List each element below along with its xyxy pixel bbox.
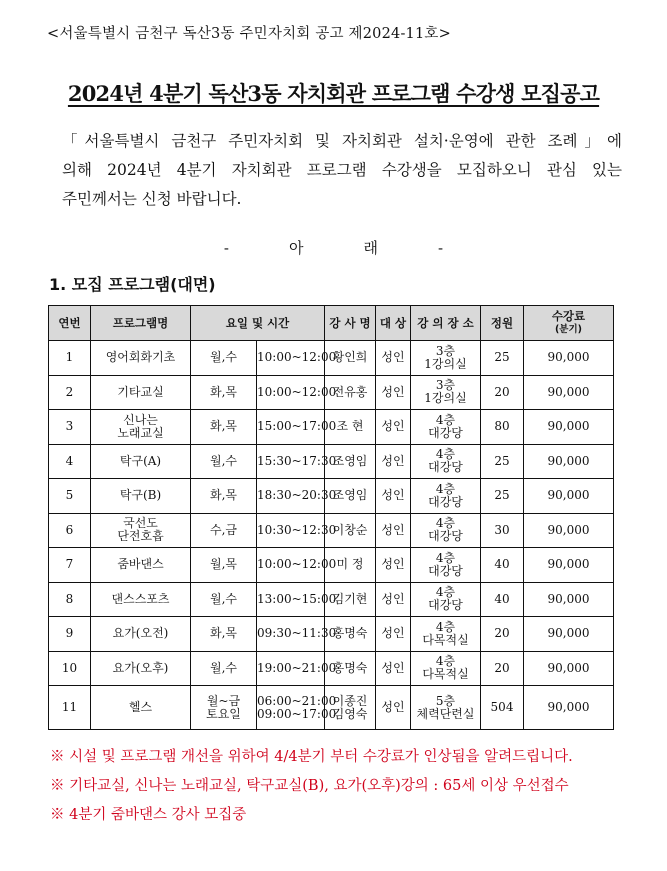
table-row [49,686,614,730]
cell-instructor [325,617,376,652]
cell-program [91,651,191,686]
cell-fee: 90,000 [524,444,614,479]
cell-no: 1 [49,341,91,376]
cell-fee: 90,000 [524,651,614,686]
cell-days-line: 월,수 [210,350,237,365]
header-instructor: 강 사 명 [325,306,376,341]
cell-instructor-line: 조영임 [332,453,368,468]
cell-program [91,617,191,652]
cell-target: 성인 [376,617,411,652]
cell-instructor [325,444,376,479]
intro-line: 의해 2024년 4분기 자치회관 프로그램 수강생을 모집하오니 관심 있는 [62,161,622,179]
cell-room-line: 1강의실 [424,391,467,406]
table-row [49,651,614,686]
cell-room-line: 1강의실 [424,356,467,371]
cell-room [411,651,481,686]
cell-room-line: 3층 [435,343,456,358]
cell-instructor-line: 김기현 [332,591,368,606]
cell-fee: 90,000 [524,686,614,730]
cell-days [191,341,257,376]
cell-room-line: 다목적실 [422,632,469,647]
cell-capacity: 504 [481,686,524,730]
cell-instructor-line: 전유홍 [332,384,368,399]
cell-capacity: 20 [481,617,524,652]
cell-program [91,341,191,376]
cell-room-line: 대강당 [428,529,463,544]
cell-program-line: 탁구(A) [119,453,162,468]
table-row [49,341,614,376]
header-fee-label: 수강료 [551,309,586,323]
cell-capacity: 30 [481,513,524,548]
table-row [49,548,614,583]
table-row [49,582,614,617]
cell-room-line: 대강당 [428,598,463,613]
cell-room-line: 4층 [435,447,456,462]
cell-time-line: 06:00~21:00 [257,693,337,708]
cell-program [91,686,191,730]
page-title-text: 2024년 4분기 독산3동 자치회관 프로그램 수강생 모집공고 [67,81,600,106]
cell-room-line: 4층 [435,619,456,634]
cell-target: 성인 [376,410,411,445]
header-capacity: 정원 [481,306,524,341]
cell-capacity: 40 [481,582,524,617]
cell-capacity: 25 [481,479,524,514]
header-program: 프로그램명 [91,306,191,341]
cell-days [191,479,257,514]
cell-program-line: 요가(오전) [112,626,169,641]
cell-program [91,444,191,479]
cell-days [191,617,257,652]
table-row [49,444,614,479]
cell-days-line: 월,목 [210,557,237,572]
cell-program [91,375,191,410]
cell-no: 6 [49,513,91,548]
cell-target: 성인 [376,375,411,410]
cell-no: 10 [49,651,91,686]
arae-char: 래 [363,239,378,257]
header-fee [524,306,614,341]
cell-capacity: 20 [481,651,524,686]
cell-instructor-line: 이종진 [332,693,368,708]
cell-target: 성인 [376,651,411,686]
cell-room [411,686,481,730]
cell-program [91,513,191,548]
cell-program-line: 신나는 [123,412,158,427]
arae-dash: - [223,239,229,257]
cell-time [257,651,337,686]
cell-days [191,375,257,410]
cell-days [191,582,257,617]
cell-program-line: 노래교실 [117,425,164,440]
cell-time [257,686,337,730]
cell-no: 4 [49,444,91,479]
cell-program-line: 줌바댄스 [117,557,164,572]
cell-room [411,513,481,548]
cell-no: 8 [49,582,91,617]
cell-fee: 90,000 [524,617,614,652]
cell-room-line: 4층 [435,550,456,565]
cell-days-line: 화,목 [210,419,237,434]
cell-program-line: 요가(오후) [112,660,169,675]
cell-time [257,617,337,652]
cell-room-line: 4층 [435,481,456,496]
cell-program-line: 댄스스포츠 [111,591,170,606]
table-row [49,410,614,445]
cell-target: 성인 [376,513,411,548]
cell-fee: 90,000 [524,410,614,445]
arae-char: 아 [289,239,304,257]
cell-no: 3 [49,410,91,445]
table-row [49,479,614,514]
cell-room [411,444,481,479]
cell-program-line: 헬스 [128,700,153,714]
cell-fee: 90,000 [524,341,614,376]
cell-time [257,375,337,410]
cell-instructor-line: 이창순 [332,522,368,537]
cell-days-line: 화,목 [210,626,237,641]
cell-program-line: 기타교실 [117,384,164,399]
cell-instructor [325,686,376,730]
cell-time [257,410,337,445]
cell-time-line: 10:00~12:00 [257,350,337,365]
table-header-row [49,306,614,341]
cell-room [411,479,481,514]
note-recruit: ※ 4분기 줌바댄스 강사 모집중 [50,807,247,823]
cell-room-line: 대강당 [428,563,463,578]
cell-no: 2 [49,375,91,410]
cell-time-line: 09:00~17:00 [257,706,337,721]
cell-fee: 90,000 [524,582,614,617]
cell-program [91,410,191,445]
note-fee-increase: ※ 시설 및 프로그램 개선을 위하여 4/4분기 부터 수강료가 인상됨을 알려드립니다. [50,749,573,765]
cell-room [411,341,481,376]
cell-capacity: 20 [481,375,524,410]
intro-line: 주민께서는 신청 바랍니다. [62,190,242,208]
cell-room-line: 다목적실 [422,667,469,682]
cell-time [257,582,337,617]
cell-room-line: 5층 [435,693,456,708]
cell-capacity: 40 [481,548,524,583]
cell-days-line: 토요일 [206,706,241,721]
cell-capacity: 25 [481,444,524,479]
cell-instructor-line: 조영임 [332,488,368,503]
cell-days [191,410,257,445]
cell-target: 성인 [376,444,411,479]
cell-target: 성인 [376,582,411,617]
notice-number: <서울특별시 금천구 독산3동 주민자치회 공고 제2024-11호> [47,26,451,42]
cell-time-line: 10:00~12:00 [257,557,337,572]
cell-instructor [325,341,376,376]
cell-fee: 90,000 [524,479,614,514]
cell-time-line: 18:30~20:30 [257,488,337,503]
cell-target: 성인 [376,548,411,583]
cell-instructor-line: 홍명숙 [332,626,368,641]
header-target: 대 상 [376,306,411,341]
section-title: 1. 모집 프로그램(대면) [49,275,216,294]
cell-days-line: 화,목 [210,488,237,503]
cell-instructor-line: 황인희 [332,350,368,365]
cell-time-line: 13:00~15:00 [257,591,337,606]
cell-room-line: 3층 [435,378,456,393]
cell-room [411,548,481,583]
header-room: 강 의 장 소 [411,306,481,341]
cell-time-line: 15:30~17:30 [257,453,337,468]
table-row [49,375,614,410]
cell-time-line: 10:30~12:30 [257,522,337,537]
cell-capacity: 25 [481,341,524,376]
intro-line: 「서울특별시 금천구 주민자치회 및 자치회관 설치·운영에 관한 조례」에 [62,132,622,150]
header-fee-sub: (분기) [554,324,583,335]
cell-fee: 90,000 [524,375,614,410]
table-row [49,617,614,652]
cell-time [257,548,337,583]
cell-target: 성인 [376,686,411,730]
cell-room-line: 대강당 [428,460,463,475]
cell-room [411,410,481,445]
page-title [0,78,667,108]
note-priority: ※ 기타교실, 신나는 노래교실, 탁구교실(B), 요가(오후)강의 : 65세 이상 우선접수 [50,778,569,794]
cell-days [191,686,257,730]
cell-capacity: 80 [481,410,524,445]
cell-program [91,548,191,583]
cell-instructor [325,479,376,514]
cell-room [411,617,481,652]
cell-days [191,651,257,686]
cell-days [191,444,257,479]
cell-target: 성인 [376,479,411,514]
cell-room-line: 대강당 [428,425,463,440]
cell-room-line: 대강당 [428,494,463,509]
notes [50,743,573,830]
program-table [48,305,614,730]
header-schedule: 요일 및 시간 [191,306,325,341]
cell-instructor [325,582,376,617]
cell-days-line: 수,금 [210,522,237,537]
cell-instructor [325,375,376,410]
cell-room [411,375,481,410]
cell-fee: 90,000 [524,548,614,583]
cell-no: 7 [49,548,91,583]
cell-no: 11 [49,686,91,730]
cell-time [257,513,337,548]
cell-days-line: 월~금 [206,693,241,708]
cell-instructor-line: 미 정 [336,557,364,572]
cell-instructor-line: 홍명숙 [332,660,368,675]
cell-room-line: 4층 [435,412,456,427]
cell-room-line: 4층 [435,654,456,669]
cell-days-line: 월,수 [210,591,237,606]
arae-heading [0,237,667,258]
header-no: 연번 [49,306,91,341]
cell-room [411,582,481,617]
cell-program [91,582,191,617]
cell-time-line: 19:00~21:00 [257,660,337,675]
cell-room-line: 체력단련실 [416,706,475,721]
cell-time [257,341,337,376]
cell-instructor [325,651,376,686]
arae-dash: - [438,239,444,257]
cell-no: 5 [49,479,91,514]
cell-days-line: 월,수 [210,660,237,675]
cell-no: 9 [49,617,91,652]
intro-paragraph [62,127,622,214]
cell-program-line: 영어회화기초 [105,350,176,365]
table-row [49,513,614,548]
cell-time-line: 09:30~11:30 [257,626,337,641]
cell-instructor-line: 김영숙 [332,706,368,721]
cell-program-line: 국선도 [123,516,158,531]
cell-room-line: 4층 [435,516,456,531]
cell-time-line: 15:00~17:00 [257,419,337,434]
cell-instructor [325,513,376,548]
cell-days [191,513,257,548]
cell-program [91,479,191,514]
cell-fee: 90,000 [524,513,614,548]
cell-days-line: 월,수 [210,453,237,468]
cell-room-line: 4층 [435,585,456,600]
cell-target: 성인 [376,341,411,376]
cell-time-line: 10:00~12:00 [257,384,337,399]
cell-days-line: 화,목 [210,384,237,399]
cell-instructor-line: 조 현 [336,419,364,434]
cell-time [257,479,337,514]
cell-program-line: 탁구(B) [119,488,162,503]
cell-days [191,548,257,583]
cell-program-line: 단전호흡 [117,529,164,544]
cell-time [257,444,337,479]
